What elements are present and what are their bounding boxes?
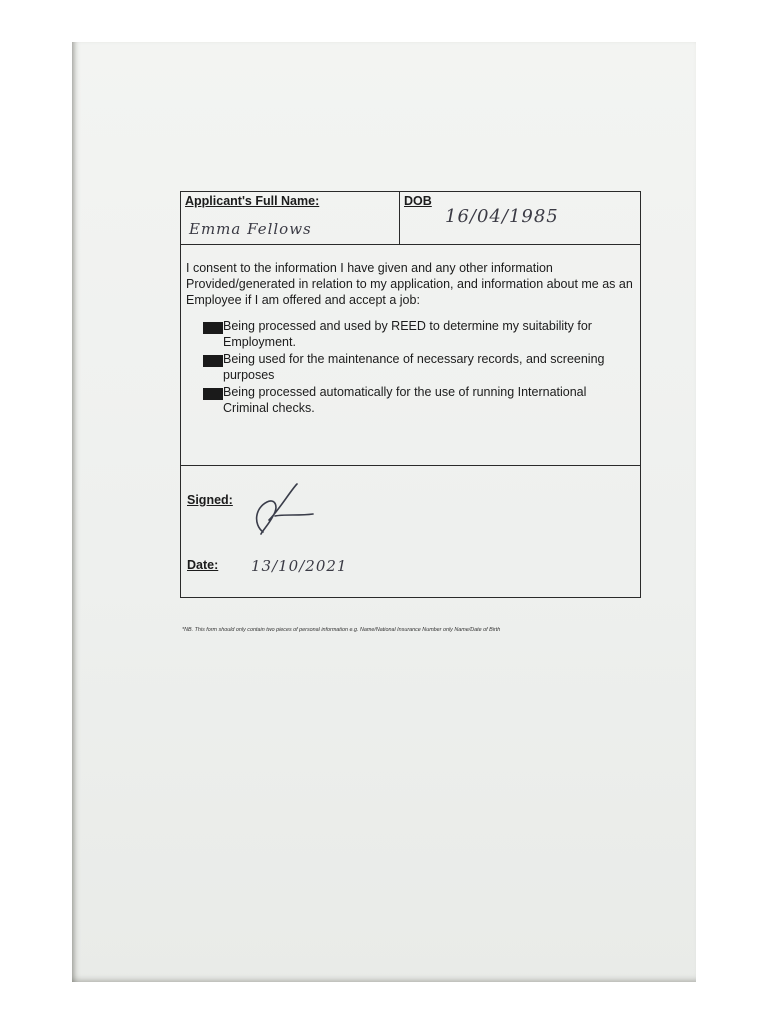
list-item-text: Being processed and used by REED to determine my suitability for Employment. bbox=[223, 319, 592, 349]
checkbox-filled[interactable] bbox=[203, 388, 223, 400]
signature-section bbox=[181, 465, 640, 599]
signed-label: Signed: bbox=[187, 493, 233, 507]
name-cell bbox=[181, 192, 400, 244]
footnote: *NB. This form should only contain two pieces of personal information e.g. Name/National Insurance Number only Name/Date of Birth bbox=[182, 627, 501, 633]
name-label: Applicant's Full Name: bbox=[185, 194, 320, 208]
form-header-row bbox=[181, 192, 640, 245]
consent-form bbox=[180, 191, 641, 598]
list-item bbox=[203, 384, 623, 416]
list-item bbox=[203, 318, 623, 350]
date-label: Date: bbox=[187, 558, 219, 572]
checkbox-filled[interactable] bbox=[203, 355, 223, 367]
consent-list bbox=[203, 318, 623, 417]
list-item-text: Being used for the maintenance of necessary records, and screening purposes bbox=[223, 352, 605, 382]
list-item-text: Being processed automatically for the use of running International Criminal checks. bbox=[223, 385, 587, 415]
list-item bbox=[203, 351, 623, 383]
dob-value: 16/04/1985 bbox=[445, 206, 559, 227]
consent-text: I consent to the information I have given and any other information Provided/generated in relation to my application, and information about me as an Employee if I am offered and accept a job: bbox=[186, 261, 633, 307]
date-value: 13/10/2021 bbox=[251, 557, 348, 575]
signature-mark bbox=[239, 480, 319, 540]
dob-label: DOB bbox=[404, 194, 432, 208]
checkbox-filled[interactable] bbox=[203, 322, 223, 334]
name-value: Emma Fellows bbox=[189, 220, 312, 238]
